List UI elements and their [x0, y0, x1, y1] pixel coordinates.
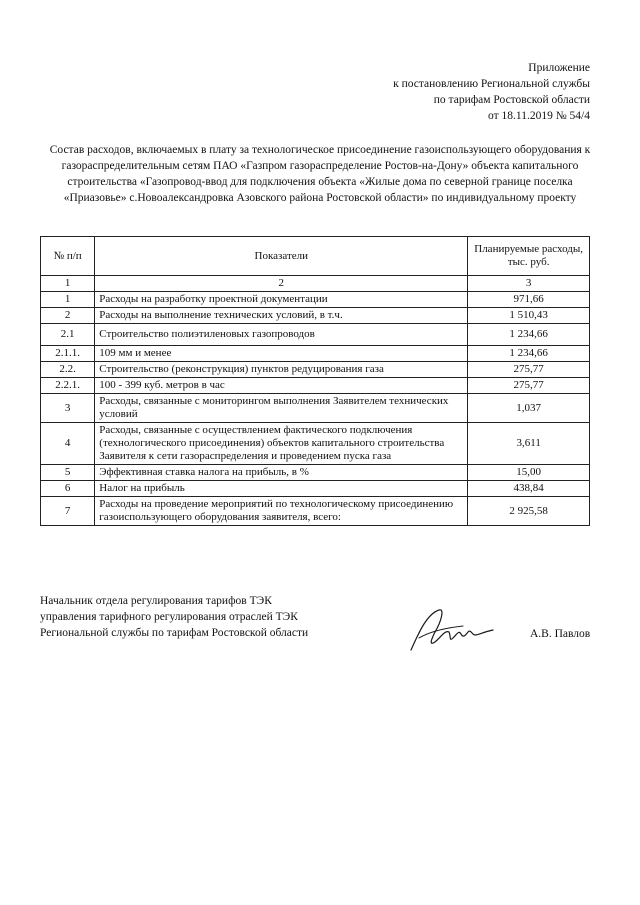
row-number: 5 — [41, 465, 95, 481]
row-number: 2.1 — [41, 324, 95, 346]
table-row — [41, 394, 590, 423]
appendix-line: от 18.11.2019 № 54/4 — [488, 110, 590, 122]
column-number: 2 — [95, 276, 468, 292]
row-indicator: 100 - 399 куб. метров в час — [95, 378, 468, 394]
signatory-title — [40, 593, 340, 641]
column-number: 3 — [468, 276, 590, 292]
table-row — [41, 324, 590, 346]
row-value: 1,037 — [468, 394, 590, 423]
row-indicator: 109 мм и менее — [95, 346, 468, 362]
row-value: 971,66 — [468, 292, 590, 308]
row-value: 2 925,58 — [468, 497, 590, 526]
appendix-line: к постановлению Региональной службы — [393, 78, 590, 90]
row-indicator: Расходы на проведение мероприятий по технологическому присоединению газоиспользующего оборудования заявителя, всего: — [95, 497, 468, 526]
row-indicator: Расходы на выполнение технических условий, в т.ч. — [95, 308, 468, 324]
appendix-line: Приложение — [528, 62, 590, 74]
row-indicator: Строительство полиэтиленовых газопроводов — [95, 324, 468, 346]
row-value: 15,00 — [468, 465, 590, 481]
appendix-line: по тарифам Ростовской области — [433, 94, 590, 106]
header-planned-cost: Планируемые расходы, тыс. руб. — [468, 237, 590, 276]
row-value: 275,77 — [468, 378, 590, 394]
row-value: 438,84 — [468, 481, 590, 497]
row-indicator: Расходы на разработку проектной документации — [95, 292, 468, 308]
document-heading — [40, 142, 600, 206]
row-number: 2 — [41, 308, 95, 324]
signatory-title-line: управления тарифного регулирования отраслей ТЭК — [40, 611, 298, 623]
heading-line: газораспределительным сетям ПАО «Газпром газораспределение Ростов-на-Дону» объекта капитального — [61, 160, 579, 172]
row-indicator: Эффективная ставка налога на прибыль, в % — [95, 465, 468, 481]
row-number: 7 — [41, 497, 95, 526]
header-indicator: Показатели — [95, 237, 468, 276]
row-indicator: Налог на прибыль — [95, 481, 468, 497]
table-header-row — [41, 237, 590, 276]
table-row — [41, 423, 590, 465]
row-indicator: Строительство (реконструкция) пунктов редуцирования газа — [95, 362, 468, 378]
signer-name: А.В. Павлов — [530, 628, 591, 640]
row-number: 3 — [41, 394, 95, 423]
row-number: 6 — [41, 481, 95, 497]
row-value: 1 234,66 — [468, 346, 590, 362]
appendix-reference — [330, 60, 590, 124]
table-row — [41, 378, 590, 394]
row-number: 2.2. — [41, 362, 95, 378]
handwritten-signature — [405, 602, 500, 658]
column-number: 1 — [41, 276, 95, 292]
header-number: № п/п — [41, 237, 95, 276]
heading-line: строительства «Газопровод-ввод для подключения объекта «Жилые дома по северной границе поселка — [67, 176, 573, 188]
column-number-row — [41, 276, 590, 292]
signatory-title-line: Региональной службы по тарифам Ростовской области — [40, 627, 309, 639]
row-number: 1 — [41, 292, 95, 308]
row-number: 4 — [41, 423, 95, 465]
table-row — [41, 362, 590, 378]
signatory-title-line: Начальник отдела регулирования тарифов ТЭК — [40, 595, 272, 607]
table-row — [41, 292, 590, 308]
table-row — [41, 465, 590, 481]
row-indicator: Расходы, связанные с мониторингом выполнения Заявителем технических условий — [95, 394, 468, 423]
row-value: 1 510,43 — [468, 308, 590, 324]
cost-table — [40, 236, 590, 526]
row-number: 2.1.1. — [41, 346, 95, 362]
row-value: 275,77 — [468, 362, 590, 378]
row-indicator: Расходы, связанные с осуществлением фактического подключения (технологического присоединения) объектов капитального строительства Заявителя к сети газораспределения и проведением пуска газа — [95, 423, 468, 465]
row-value: 1 234,66 — [468, 324, 590, 346]
table-row — [41, 308, 590, 324]
table-row — [41, 346, 590, 362]
heading-line: «Приазовье» с.Новоалександровка Азовского района Ростовской области» по индивидуальному проекту — [63, 192, 577, 204]
heading-line: Состав расходов, включаемых в плату за технологическое присоединение газоиспользующего оборудования к — [49, 144, 591, 156]
row-value: 3,611 — [468, 423, 590, 465]
table-row — [41, 481, 590, 497]
table-row — [41, 497, 590, 526]
row-number: 2.2.1. — [41, 378, 95, 394]
